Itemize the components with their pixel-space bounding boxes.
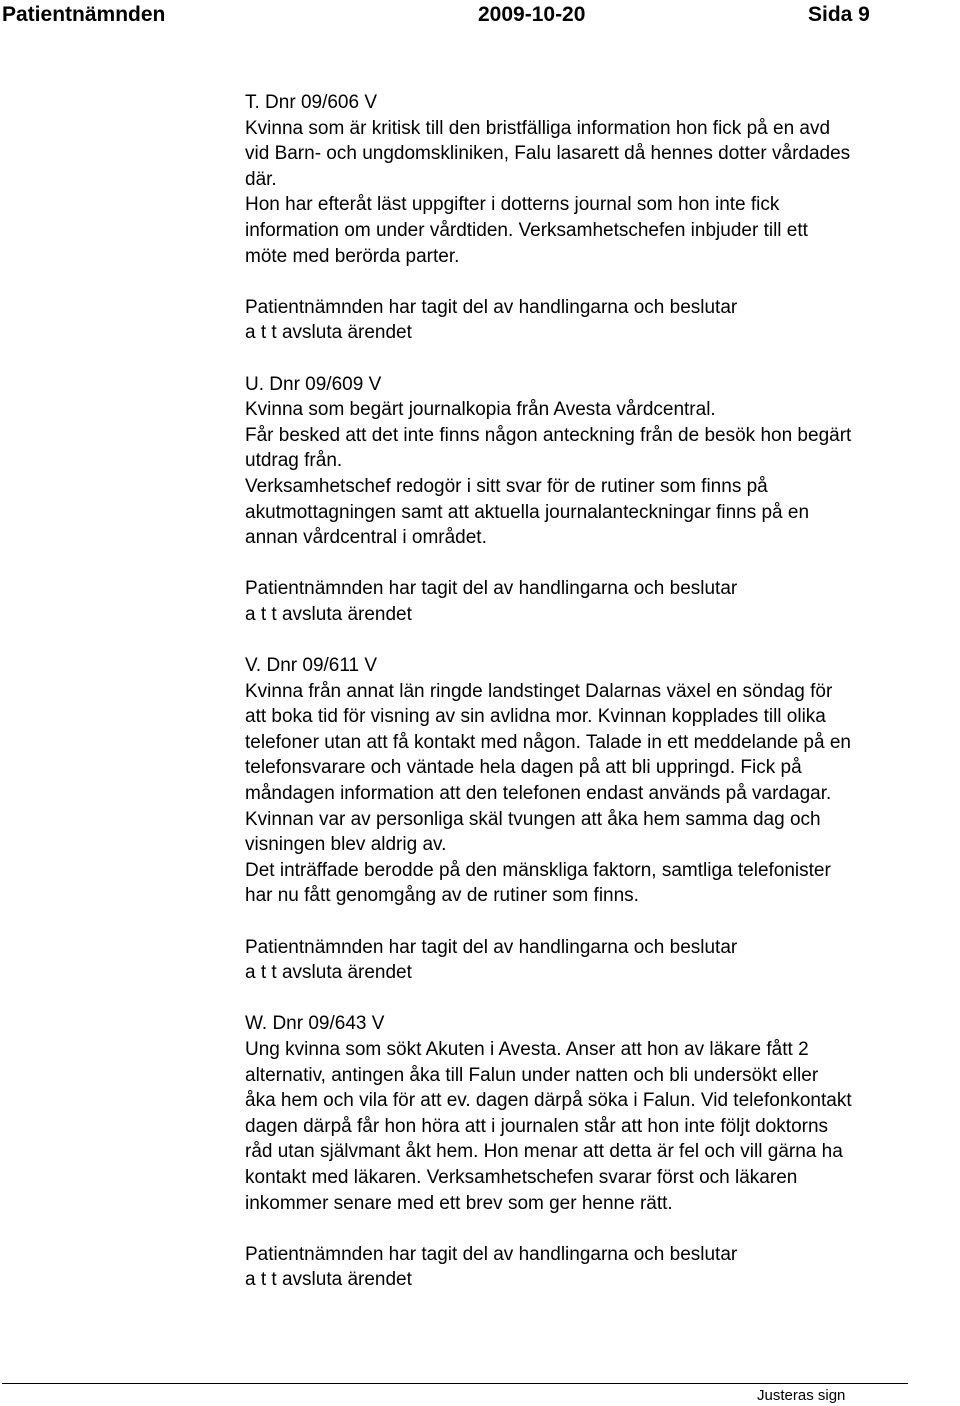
case-text-line: Får besked att det inte finns någon anteckning från de besök hon begärt bbox=[245, 424, 852, 446]
case-text-line: Kvinna som är kritisk till den bristfälliga information hon fick på en avd bbox=[245, 117, 831, 139]
case-text-line: vid Barn- och ungdomskliniken, Falu lasarett då hennes dotter vårdades bbox=[245, 143, 851, 165]
case-text-line: inkommer senare med ett brev som ger henne rätt. bbox=[245, 1192, 673, 1214]
decision-line: a t t avsluta ärendet bbox=[245, 962, 412, 984]
signature-line bbox=[2, 1383, 908, 1384]
case-decision bbox=[245, 1242, 960, 1293]
case-heading: V. Dnr 09/611 V bbox=[245, 655, 378, 677]
case-text-line: möte med berörda parter. bbox=[245, 245, 460, 267]
header-date: 2009-10-20 bbox=[478, 3, 586, 26]
decision-line: Patientnämnden har tagit del av handlingarna och beslutar bbox=[245, 296, 738, 318]
case-text-line: där. bbox=[245, 168, 277, 190]
case-text-line: Det inträffade berodde på den mänskliga faktorn, samtliga telefonister bbox=[245, 859, 831, 881]
case-heading: T. Dnr 09/606 V bbox=[245, 92, 378, 113]
case-text-line: telefoner utan att få kontakt med någon. Talade in ett meddelande på en bbox=[245, 731, 851, 753]
case-decision bbox=[245, 935, 960, 986]
case-text-line: att boka tid för visning av sin avlidna mor. Kvinnan kopplades till olika bbox=[245, 706, 826, 728]
case-text-line: har nu fått genomgång av de rutiner som finns. bbox=[245, 885, 639, 907]
case-text-line: Hon har efteråt läst uppgifter i dotterns journal som hon inte fick bbox=[245, 194, 780, 216]
decision-line: a t t avsluta ärendet bbox=[245, 322, 412, 344]
decision-line: a t t avsluta ärendet bbox=[245, 603, 412, 625]
signature-label: Justeras sign bbox=[757, 1387, 846, 1404]
decision-line: a t t avsluta ärendet bbox=[245, 1269, 412, 1291]
case-text-line: akutmottagningen samt att aktuella journalanteckningar finns på en bbox=[245, 501, 810, 523]
case-text-line: Ung kvinna som sökt Akuten i Avesta. Anser att hon av läkare fått 2 bbox=[245, 1038, 809, 1060]
case-text-line: dagen därpå får hon höra att i journalen står att hon inte följt doktorns bbox=[245, 1115, 829, 1137]
case-heading: U. Dnr 09/609 V bbox=[245, 373, 382, 395]
case-text-line: Verksamhetschef redogör i sitt svar för de rutiner som finns på bbox=[245, 475, 768, 497]
header-page-number: Sida 9 bbox=[808, 3, 870, 26]
case-text-line: visningen blev aldrig av. bbox=[245, 834, 447, 856]
header-organization: Patientnämnden bbox=[2, 3, 166, 26]
case-text-line: råd utan självmant åkt hem. Hon menar att detta är fel och vill gärna ha bbox=[245, 1141, 843, 1163]
decision-line: Patientnämnden har tagit del av handlingarna och beslutar bbox=[245, 1243, 738, 1265]
page-header bbox=[0, 0, 960, 30]
case-section bbox=[245, 653, 960, 909]
case-decision bbox=[245, 576, 960, 627]
case-text-line: Kvinnan var av personliga skäl tvungen att åka hem samma dag och bbox=[245, 808, 821, 830]
case-text-line: utdrag från. bbox=[245, 450, 343, 472]
case-section bbox=[245, 1011, 960, 1216]
case-text-line: Kvinna som begärt journalkopia från Avesta vårdcentral. bbox=[245, 399, 716, 421]
case-text-line: måndagen information att den telefonen endast används på vardagar. bbox=[245, 783, 832, 805]
document-body bbox=[245, 90, 960, 1319]
case-text-line: alternativ, antingen åka till Falun under natten och bli undersökt eller bbox=[245, 1064, 819, 1086]
case-text-line: kontakt med läkaren. Verksamhetschefen svarar först och läkaren bbox=[245, 1166, 798, 1188]
decision-line: Patientnämnden har tagit del av handlingarna och beslutar bbox=[245, 578, 738, 600]
decision-line: Patientnämnden har tagit del av handlingarna och beslutar bbox=[245, 936, 738, 958]
case-section bbox=[245, 90, 960, 269]
case-heading: W. Dnr 09/643 V bbox=[245, 1013, 385, 1035]
case-decision bbox=[245, 295, 960, 346]
case-text-line: telefonsvarare och väntade hela dagen på att bli uppringd. Fick på bbox=[245, 757, 802, 779]
case-text-line: information om under vårdtiden. Verksamhetschefen inbjuder till ett bbox=[245, 219, 808, 241]
case-text-line: annan vårdcentral i området. bbox=[245, 527, 487, 549]
case-text-line: Kvinna från annat län ringde landstinget Dalarnas växel en söndag för bbox=[245, 680, 833, 702]
case-section bbox=[245, 372, 960, 551]
case-text-line: åka hem och vila för att ev. dagen därpå söka i Falun. Vid telefonkontakt bbox=[245, 1090, 852, 1112]
